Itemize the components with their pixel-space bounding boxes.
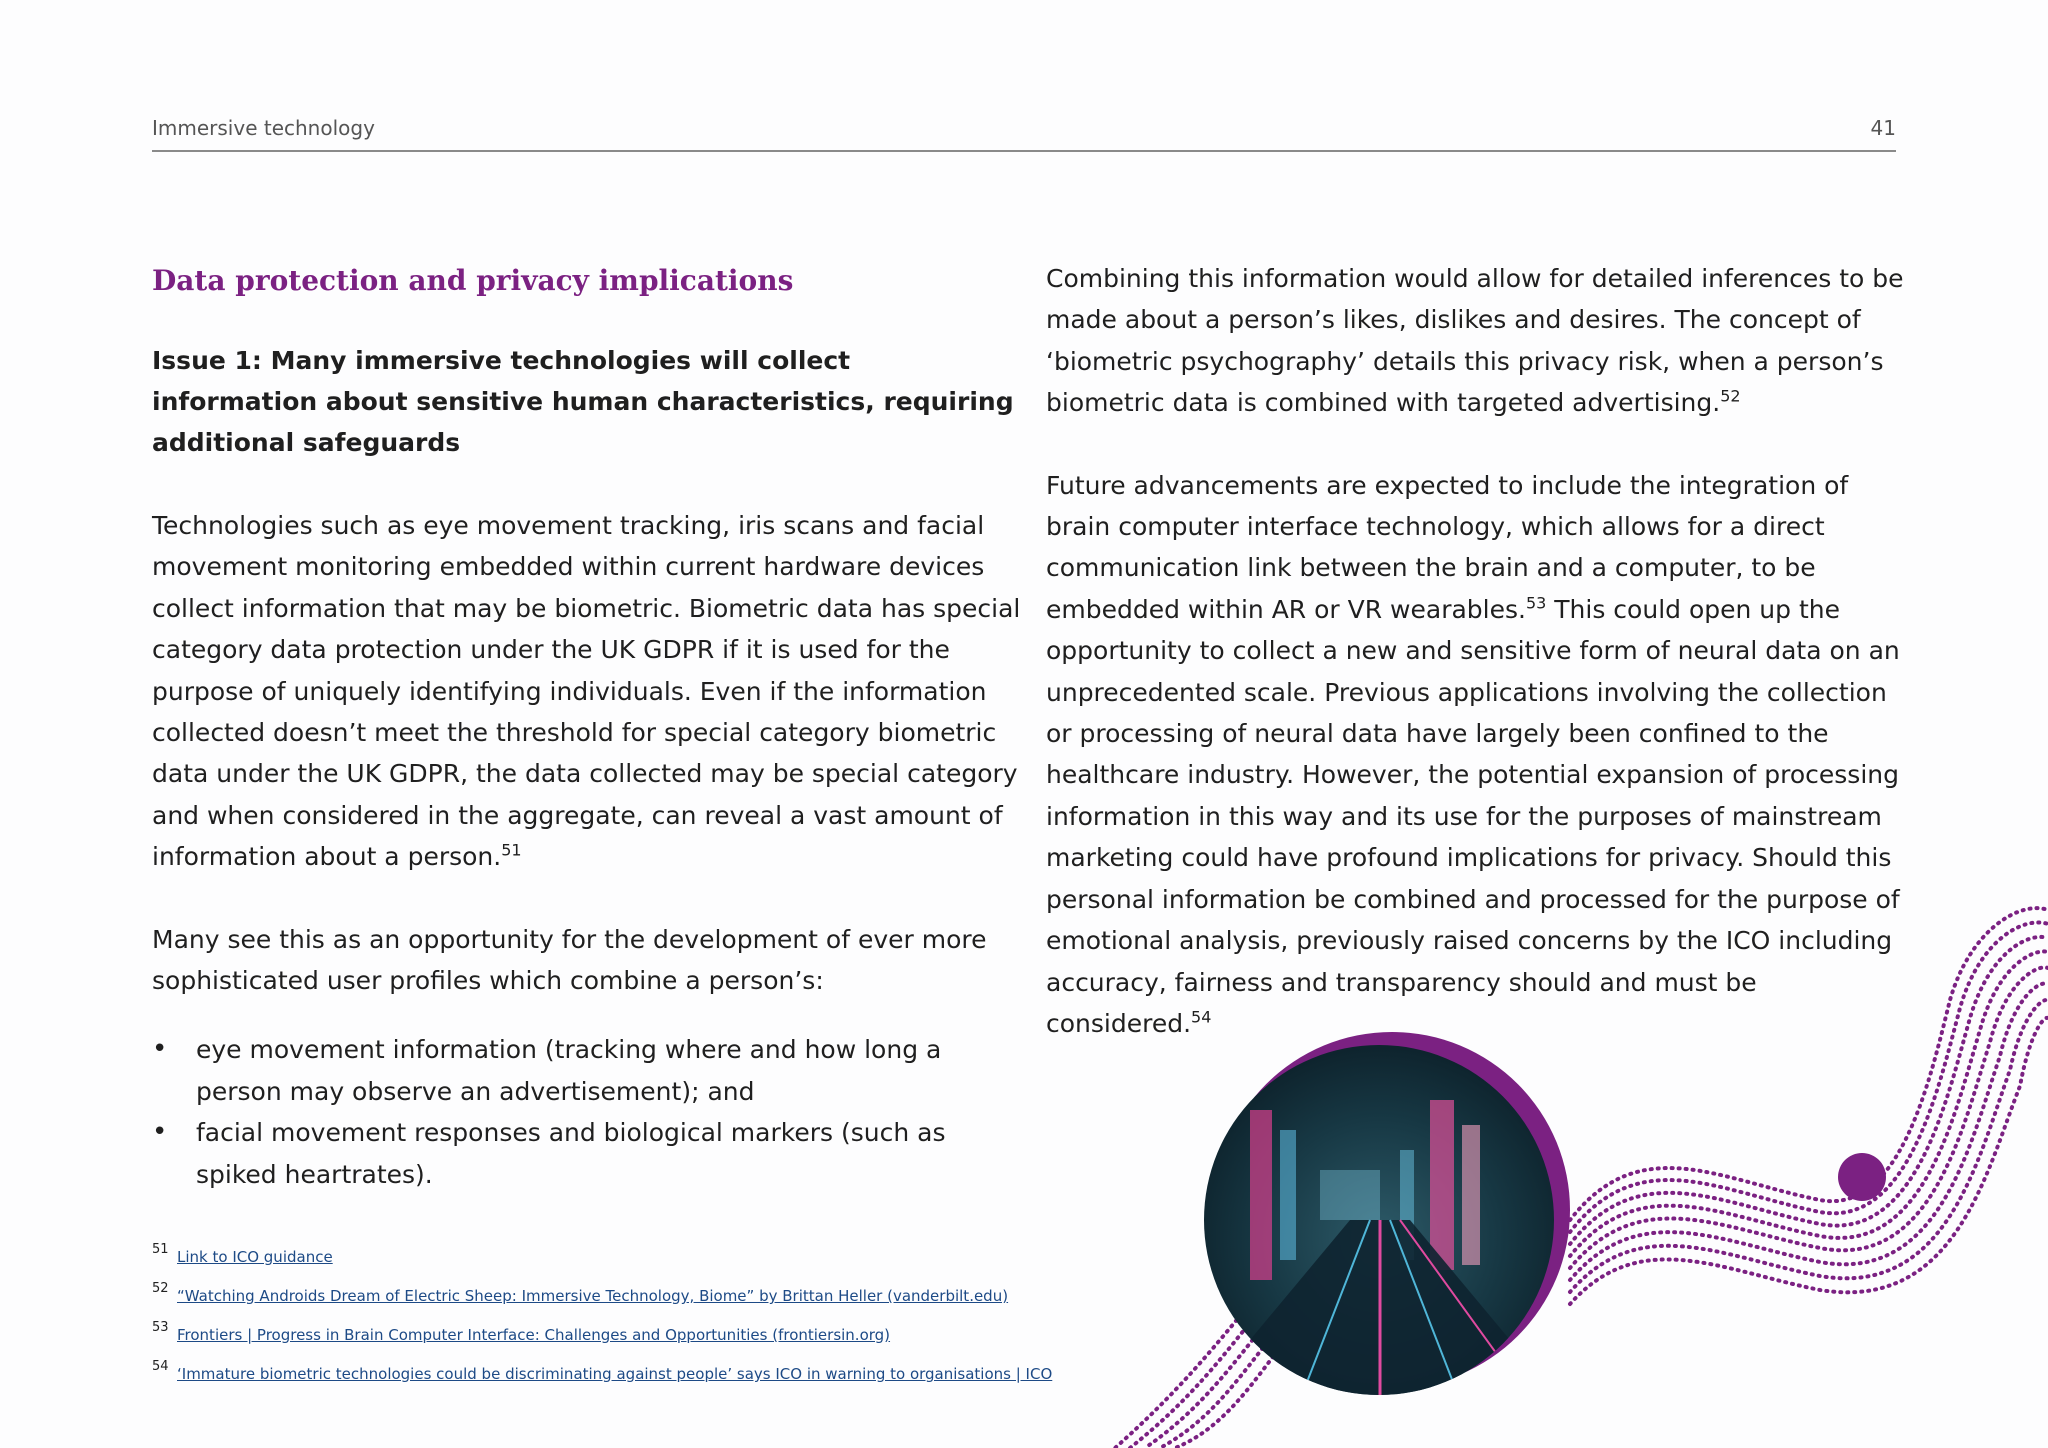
footnote-link[interactable]: ‘Immature biometric technologies could be discriminating against people’ says ICO in warning to organisations | ICO [177, 1365, 1053, 1383]
footnote-link[interactable]: Link to ICO guidance [177, 1248, 333, 1266]
footnote-number: 53 [152, 1320, 169, 1335]
page-number: 41 [1870, 116, 1896, 140]
running-title: Immersive technology [152, 116, 375, 140]
paragraph-inferences [1046, 258, 1916, 424]
bullet-list [152, 1029, 1022, 1195]
footnote-link[interactable]: Frontiers | Progress in Brain Computer Interface: Challenges and Opportunities (frontiersin.org) [177, 1326, 891, 1344]
footnote-number: 54 [152, 1359, 169, 1374]
footnote [152, 1357, 1052, 1396]
footnote-number: 51 [152, 1242, 169, 1257]
accent-dot [1838, 1153, 1886, 1201]
section-heading: Data protection and privacy implications [152, 264, 794, 297]
paragraph-text: Combining this information would allow for detailed inferences to be made about a person’s likes, dislikes and desires. The concept of ‘biometric psychography’ details this privacy risk, when a person’s biometric data is combined with targeted advertising. [1046, 264, 1904, 418]
footnote [152, 1318, 1052, 1357]
footnote-ref-51[interactable]: 51 [501, 840, 522, 860]
left-column [152, 258, 1022, 1195]
footnote [152, 1240, 1052, 1279]
footnote-ref-53[interactable]: 53 [1525, 593, 1547, 613]
paragraph-biometric [152, 505, 1022, 878]
list-item: • facial movement responses and biological markers (such as spiked heartrates). [152, 1112, 1022, 1195]
dotted-wave-lines [1570, 908, 2048, 1304]
paragraph-text: Technologies such as eye movement tracking, iris scans and facial movement monitoring embedded within current hardware devices collect information that may be biometric. Biometric data has special category data protection under the UK GDPR if it is used for the purpose of uniquely identifying individuals. Even if the information collected doesn’t meet the threshold for special category biometric data under the UK GDPR, the data collected may be special category and when considered in the aggregate, can reveal a vast amount of information about a person. [152, 511, 1021, 872]
footnotes [152, 1240, 1052, 1396]
decorative-illustration [1100, 880, 2048, 1448]
paragraph-text: Future advancements are expected to include the integration of brain computer interface technology, which allows for a direct communication link between the brain and a computer, to be embedded within AR or VR wearables. [1046, 470, 1849, 624]
footnote-ref-52[interactable]: 52 [1720, 386, 1741, 406]
paragraph-text: This could open up the opportunity to collect a new and sensitive form of neural data on an unprecedented scale. Previous applications involving the collection or processing of neural data have largely been confined to the healthcare industry. However, the potential expansion of processing information in this way and its use for the purposes of mainstream marketing could have profound implications for privacy. Should this personal information be combined and processed for the purpose of emotional analysis, previously raised concerns by the ICO including accuracy, fairness and transparency should and must be considered. [1046, 594, 1900, 1038]
footnote-ref-54[interactable]: 54 [1191, 1007, 1212, 1027]
list-item: • eye movement information (tracking where and how long a person may observe an advertisement); and [152, 1029, 1022, 1112]
paragraph-profiles: Many see this as an opportunity for the development of ever more sophisticated user profiles which combine a person’s: [152, 924, 987, 996]
issue-heading: Issue 1: Many immersive technologies will collect information about sensitive human characteristics, requiring additional safeguards [152, 346, 1014, 457]
footnote-link[interactable]: “Watching Androids Dream of Electric Sheep: Immersive Technology, Biome” by Brittan Heller (vanderbilt.edu) [177, 1287, 1009, 1305]
page-header [152, 112, 1896, 152]
footnote [152, 1279, 1052, 1318]
footnote-number: 52 [152, 1281, 169, 1296]
